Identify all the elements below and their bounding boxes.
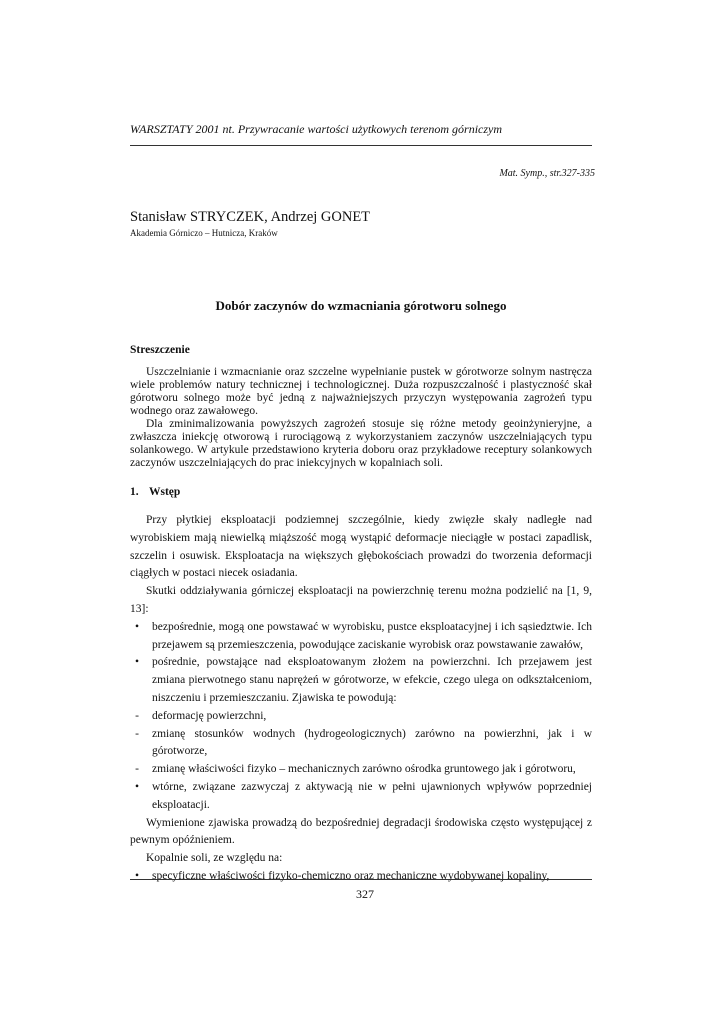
- page-number: 327: [356, 887, 374, 901]
- dash-marker: -: [135, 727, 139, 740]
- page-reference: Mat. Symp., str.327-335: [499, 168, 595, 179]
- list-item-text: deformację powierzchni,: [152, 709, 267, 722]
- paper-title: Dobór zaczynów do wzmacniania górotworu solnego: [215, 298, 507, 313]
- journal-header: WARSZTATY 2001 nt. Przywracanie wartości użytkowych terenom górniczym: [130, 122, 503, 136]
- bullet-marker: •: [134, 656, 140, 669]
- list-item-text: zmianę stosunków wodnych (hydrogeologicznych) zarówno na powierzhni, jak i w górotworze,: [152, 727, 592, 758]
- header-rule: [130, 145, 592, 146]
- list-item-text: specyficzne właściwości fizyko-chemiczno oraz mechaniczne wydobywanej kopaliny,: [152, 869, 550, 882]
- authors: Stanisław STRYCZEK, Andrzej GONET: [130, 209, 371, 225]
- section-number: 1.: [130, 486, 139, 498]
- bullet-marker: •: [134, 620, 140, 633]
- list-item-text: bezpośrednie, mogą one powstawać w wyrobisku, pustce eksploatacyjnej i ich sąsiedztwie. Ich przejawem są przemieszczenia, powodujące zaciskanie wyrobisk oraz powstawanie zawałów,: [152, 620, 592, 651]
- list-item: [130, 779, 592, 815]
- list-item-text: zmianę właściwości fizyko – mechanicznych zarówno ośrodka gruntowego jak i górotworu,: [152, 763, 576, 776]
- abstract-heading: Streszczenie: [130, 344, 190, 356]
- dash-marker: -: [135, 709, 139, 722]
- affiliation: Akademia Górniczo – Hutnicza, Kraków: [130, 228, 278, 238]
- abstract-paragraph: Dla zminimalizowania powyższych zagrożeń stosuje się różne metody geoinżynieryjne, a zwłaszcza iniekcję otworową i rurociągową z wykorzystaniem zaczynów uszczelniających typu solankowego. W artykule przedstawiono kryteria doboru oraz przykładowe receptury solankowych zaczynów uszczelniających do prac iniekcyjnych w kopalniach soli.: [130, 418, 592, 469]
- abstract: [130, 366, 592, 470]
- footer-rule: [130, 879, 592, 880]
- dash-marker: -: [135, 763, 139, 776]
- bullet-marker: •: [134, 780, 140, 793]
- section-body: [130, 512, 592, 886]
- bullet-marker: •: [134, 869, 140, 882]
- list-item: [130, 761, 592, 779]
- list-item: [130, 868, 592, 886]
- list-item-text: wtórne, związane zazwyczaj z aktywacją nie w pełni ujawnionych wpływów poprzedniej eksploatacji.: [152, 780, 592, 811]
- list-item: [130, 726, 592, 762]
- list-item-text: pośrednie, powstające nad eksploatowanym złożem na powierzchni. Ich przejawem jest zmiana pierwotnego stanu naprężeń w górotworze, w efekcie, czego ulega on odkształceniom, niszczeniu i przemieszczaniu. Zjawiska te powodują:: [152, 656, 592, 704]
- body-paragraph: Przy płytkiej eksploatacji podziemnej szczególnie, kiedy zwięzłe skały nadległe nad wyrobiskiem mają niewielką miąższość mogą wystąpić deformacje nieciągłe w postaci zapadlisk, szczelin i osuwisk. Eksploatacja na większych głębokościach prowadzi do tworzenia deformacji ciągłych w postaci niecek osiadania.: [130, 514, 592, 580]
- section-heading: [130, 486, 180, 498]
- list-item: [130, 654, 592, 707]
- body-paragraph: Skutki oddziaływania górniczej eksploatacji na powierzchnię terenu można podzielić na [1, 9, 13]:: [130, 585, 592, 615]
- abstract-paragraph: Uszczelnianie i wzmacnianie oraz szczelne wypełnianie pustek w górotworze solnym nastręcza wiele problemów natury technicznej i technologicznej. Duża rozpuszczalność i plastyczność skał górotworu solnego może być jedną z najważniejszych przyczyn występowania zagrożeń typu wodnego oraz zawałowego.: [130, 366, 592, 417]
- body-paragraph: Kopalnie soli, ze względu na:: [146, 852, 283, 865]
- body-paragraph: Wymienione zjawiska prowadzą do bezpośredniej degradacji środowiska często występującej z pewnym opóźnieniem.: [130, 816, 592, 847]
- list-item: [130, 708, 592, 726]
- list-item: [130, 619, 592, 655]
- section-title: Wstęp: [149, 486, 181, 498]
